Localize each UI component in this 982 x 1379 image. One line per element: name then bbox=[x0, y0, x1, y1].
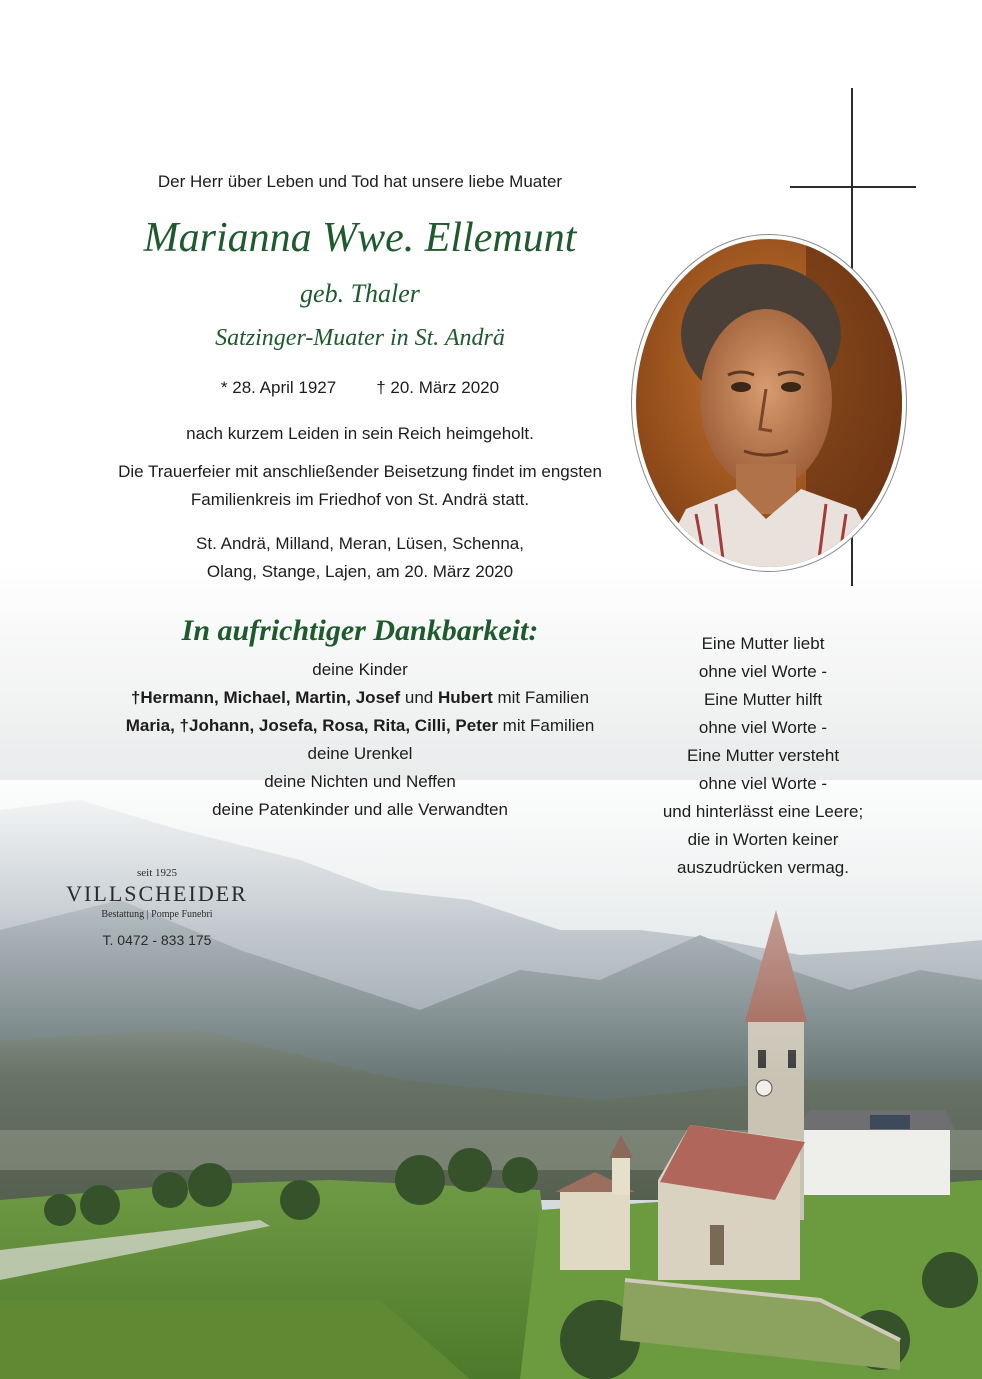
poem-line: die in Worten keiner bbox=[687, 830, 839, 849]
undertaker-phone: T. 0472 - 833 175 bbox=[102, 932, 212, 948]
portrait-photo bbox=[636, 239, 902, 567]
life-dates bbox=[60, 374, 660, 402]
death-date: † 20. März 2020 bbox=[376, 378, 500, 397]
family-kinder: deine Kinder bbox=[312, 660, 408, 679]
family-urenkel: deine Urenkel bbox=[307, 744, 413, 763]
places-line: Olang, Stange, Lajen, am 20. März 2020 bbox=[206, 562, 514, 581]
places-line: St. Andrä, Milland, Meran, Lüsen, Schenna, bbox=[196, 534, 524, 553]
family-sons: †Hermann, Michael, Martin, Josef und Hubert mit Familien bbox=[130, 688, 590, 707]
undertaker-logo bbox=[62, 866, 252, 952]
message-heimgeholt: nach kurzem Leiden in sein Reich heimgeholt. bbox=[186, 424, 534, 443]
poem-line: ohne viel Worte - bbox=[698, 774, 828, 793]
poem-line: ohne viel Worte - bbox=[698, 718, 828, 737]
family-list bbox=[60, 656, 660, 824]
funeral-message bbox=[60, 458, 660, 514]
deceased-name: Marianna Wwe. Ellemunt bbox=[143, 215, 577, 261]
funeral-message-line: Familienkreis im Friedhof von St. Andrä statt. bbox=[190, 490, 530, 509]
undertaker-subtitle: Bestattung | Pompe Funebri bbox=[101, 909, 213, 920]
maiden-name: geb. Thaler bbox=[300, 279, 420, 308]
family-nichten: deine Nichten und Neffen bbox=[264, 772, 456, 791]
family-daughters: Maria, †Johann, Josefa, Rosa, Rita, Cilli, Peter mit Familien bbox=[125, 716, 595, 735]
funeral-message-line: Die Trauerfeier mit anschließender Beisetzung findet im engsten bbox=[118, 462, 602, 481]
poem-line: Eine Mutter versteht bbox=[686, 746, 840, 765]
house-name: Satzinger-Muater in St. Andrä bbox=[215, 325, 505, 351]
poem-line: auszudrücken vermag. bbox=[677, 858, 849, 877]
poem bbox=[632, 630, 894, 882]
birth-date: * 28. April 1927 bbox=[220, 378, 337, 397]
undertaker-name: VILLSCHEIDER bbox=[66, 881, 248, 906]
poem-line: Eine Mutter hilft bbox=[703, 690, 823, 709]
intro-text: Der Herr über Leben und Tod hat unsere liebe Muater bbox=[157, 172, 563, 191]
thanks-heading: In aufrichtiger Dankbarkeit: bbox=[181, 614, 539, 647]
poem-line: und hinterlässt eine Leere; bbox=[662, 802, 864, 821]
poem-line: ohne viel Worte - bbox=[698, 662, 828, 681]
family-patenkinder: deine Patenkinder und alle Verwandten bbox=[212, 800, 508, 819]
undertaker-since: seit 1925 bbox=[136, 867, 178, 879]
poem-line: Eine Mutter liebt bbox=[701, 634, 825, 653]
cross-horizontal-line bbox=[790, 186, 916, 188]
places-and-date bbox=[60, 530, 660, 586]
